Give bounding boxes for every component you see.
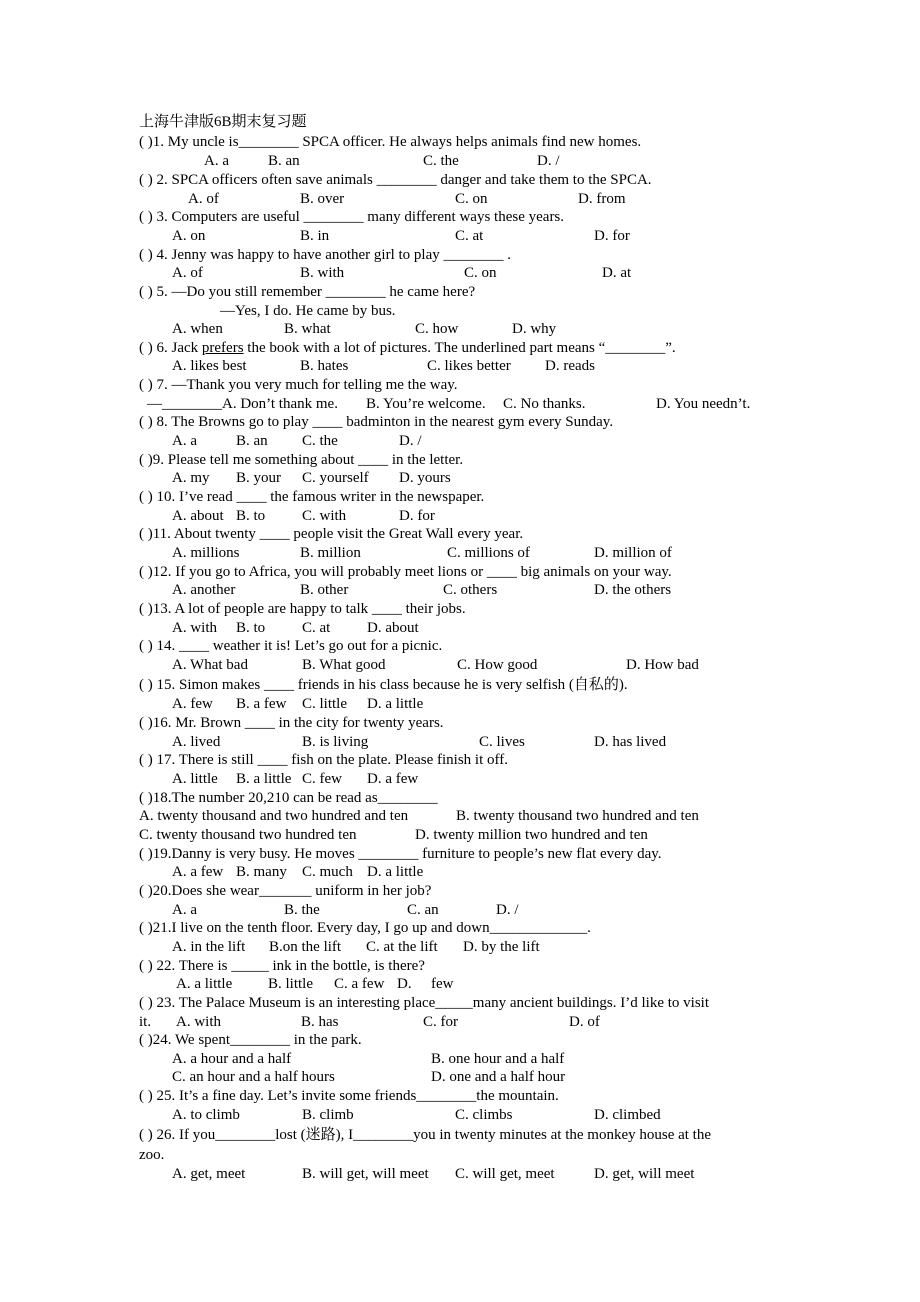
option-7b: B. You’re welcome.	[366, 396, 486, 412]
option-11c: C. millions of	[447, 545, 530, 561]
option-22c: C. a few	[334, 976, 385, 992]
option-11a: A. millions	[172, 545, 240, 561]
question-5-answer: —Yes, I do. He came by bus.	[220, 303, 396, 319]
option-4c: C. on	[464, 265, 497, 281]
option-23c: C. for	[423, 1014, 458, 1030]
option-20a: A. a	[172, 902, 197, 918]
option-16b: B. is living	[302, 734, 369, 750]
option-19b: B. many	[236, 864, 287, 880]
question-14: ( ) 14. ____ weather it is! Let’s go out for a picnic.	[139, 638, 443, 654]
question-21: ( )21.I live on the tenth floor. Every day, I go up and down_____________.	[139, 920, 591, 936]
option-15a: A. few	[172, 696, 213, 712]
option-17a: A. little	[172, 771, 218, 787]
option-10b: B. to	[236, 508, 266, 524]
option-12b: B. other	[300, 582, 349, 598]
question-8: ( ) 8. The Browns go to play ____ badminton in the nearest gym every Sunday.	[139, 414, 614, 430]
option-3c: C. at	[455, 228, 484, 244]
option-25a: A. to climb	[172, 1107, 240, 1123]
option-2d: D. from	[578, 191, 626, 207]
option-15c: C. little	[302, 696, 347, 712]
option-10c: C. with	[302, 508, 347, 524]
question-17: ( ) 17. There is still ____ fish on the plate. Please finish it off.	[139, 752, 508, 768]
option-24d: D. one and a half hour	[431, 1069, 566, 1085]
question-1: ( )1. My uncle is________ SPCA officer. He always helps animals find new homes.	[139, 134, 642, 150]
option-9a: A. my	[172, 470, 210, 486]
option-22a: A. a little	[176, 976, 233, 992]
question-12: ( )12. If you go to Africa, you will probably meet lions or ____ big animals on your way.	[139, 564, 672, 580]
option-26a: A. get, meet	[172, 1166, 246, 1182]
question-4: ( ) 4. Jenny was happy to have another girl to play ________ .	[139, 247, 512, 263]
option-4b: B. with	[300, 265, 345, 281]
option-10d: D. for	[399, 508, 435, 524]
option-6b: B. hates	[300, 358, 349, 374]
option-21b: B.on the lift	[269, 939, 342, 955]
option-23d: D. of	[569, 1014, 600, 1030]
question-15: ( ) 15. Simon makes ____ friends in his class because he is very selfish (自私的).	[139, 677, 628, 693]
option-3d: D. for	[594, 228, 630, 244]
option-3a: A. on	[172, 228, 206, 244]
question-5: ( ) 5. —Do you still remember ________ he came here?	[139, 284, 476, 300]
option-19d: D. a little	[367, 864, 424, 880]
question-22: ( ) 22. There is _____ ink in the bottle, is there?	[139, 958, 425, 974]
option-5d: D. why	[512, 321, 557, 337]
question-7-reply: —________A. Don’t thank me.	[147, 396, 338, 412]
option-24a: A. a hour and a half	[172, 1051, 292, 1067]
option-26c: C. will get, meet	[455, 1166, 555, 1182]
option-12c: C. others	[443, 582, 498, 598]
option-3b: B. in	[300, 228, 330, 244]
option-2a: A. of	[188, 191, 219, 207]
option-2b: B. over	[300, 191, 345, 207]
option-9d: D. yours	[399, 470, 451, 486]
option-19c: C. much	[302, 864, 353, 880]
question-18: ( )18.The number 20,210 can be read as________	[139, 790, 438, 806]
option-10a: A. about	[172, 508, 224, 524]
question-6-post: the book with a lot of pictures. The underlined part means “________”.	[243, 340, 676, 356]
option-14d: D. How bad	[626, 657, 699, 673]
question-10: ( ) 10. I’ve read ____ the famous writer in the newspaper.	[139, 489, 485, 505]
option-14a: A. What bad	[172, 657, 248, 673]
option-8b: B. an	[236, 433, 268, 449]
question-23-cont: it.	[139, 1014, 152, 1030]
question-26-cont: zoo.	[139, 1147, 165, 1163]
option-18b: B. twenty thousand two hundred and ten	[456, 808, 699, 824]
option-26d: D. get, will meet	[594, 1166, 695, 1182]
option-21a: A. in the lift	[172, 939, 246, 955]
underlined-word: prefers	[201, 340, 244, 356]
option-18d: D. twenty million two hundred and ten	[415, 827, 648, 843]
option-9b: B. your	[236, 470, 281, 486]
option-11b: B. million	[300, 545, 361, 561]
option-1c: C. the	[423, 153, 459, 169]
option-18c: C. twenty thousand two hundred ten	[139, 827, 357, 843]
option-5b: B. what	[284, 321, 331, 337]
option-2c: C. on	[455, 191, 488, 207]
option-24b: B. one hour and a half	[431, 1051, 565, 1067]
option-17b: B. a little	[236, 771, 292, 787]
page-title: 上海牛津版6B期末复习题	[139, 114, 307, 130]
option-16c: C. lives	[479, 734, 525, 750]
question-11: ( )11. About twenty ____ people visit the Great Wall every year.	[139, 526, 524, 542]
option-11d: D. million of	[594, 545, 672, 561]
question-24: ( )24. We spent________ in the park.	[139, 1032, 362, 1048]
option-21c: C. at the lift	[366, 939, 438, 955]
option-1d: D. /	[537, 153, 560, 169]
question-7: ( ) 7. —Thank you very much for telling me the way.	[139, 377, 458, 393]
option-22b: B. little	[268, 976, 313, 992]
question-20: ( )20.Does she wear_______ uniform in her job?	[139, 883, 432, 899]
option-22d-text: few	[431, 976, 454, 992]
option-20b: B. the	[284, 902, 320, 918]
option-26b: B. will get, will meet	[302, 1166, 429, 1182]
question-9: ( )9. Please tell me something about ____ in the letter.	[139, 452, 464, 468]
option-16d: D. has lived	[594, 734, 667, 750]
option-8c: C. the	[302, 433, 338, 449]
option-13a: A. with	[172, 620, 217, 636]
option-1a: A. a	[204, 153, 229, 169]
option-13d: D. about	[367, 620, 419, 636]
option-7c: C. No thanks.	[503, 396, 586, 412]
question-23: ( ) 23. The Palace Museum is an interesting place_____many ancient buildings. I’d like to visit	[139, 995, 710, 1011]
option-5a: A. when	[172, 321, 223, 337]
option-4d: D. at	[602, 265, 632, 281]
option-25c: C. climbs	[455, 1107, 513, 1123]
option-17c: C. few	[302, 771, 342, 787]
option-7d: D. You needn’t.	[656, 396, 751, 412]
option-24c: C. an hour and a half hours	[172, 1069, 335, 1085]
option-20d: D. /	[496, 902, 519, 918]
question-6-pre: ( ) 6. Jack	[139, 340, 202, 356]
option-21d: D. by the lift	[463, 939, 540, 955]
option-22d: D.	[397, 976, 412, 992]
option-23b: B. has	[301, 1014, 339, 1030]
option-14c: C. How good	[457, 657, 538, 673]
option-14b: B. What good	[302, 657, 386, 673]
option-13b: B. to	[236, 620, 266, 636]
option-4a: A. of	[172, 265, 203, 281]
option-6d: D. reads	[545, 358, 595, 374]
option-25d: D. climbed	[594, 1107, 661, 1123]
option-8a: A. a	[172, 433, 197, 449]
option-18a: A. twenty thousand and two hundred and ten	[139, 808, 409, 824]
option-16a: A. lived	[172, 734, 221, 750]
question-19: ( )19.Danny is very busy. He moves ________ furniture to people’s new flat every day.	[139, 846, 662, 862]
option-8d: D. /	[399, 433, 422, 449]
question-25: ( ) 25. It’s a fine day. Let’s invite some friends________the mountain.	[139, 1088, 559, 1104]
option-20c: C. an	[407, 902, 439, 918]
option-13c: C. at	[302, 620, 331, 636]
option-1b: B. an	[268, 153, 300, 169]
question-13: ( )13. A lot of people are happy to talk ____ their jobs.	[139, 601, 466, 617]
option-15d: D. a little	[367, 696, 424, 712]
option-5c: C. how	[415, 321, 459, 337]
option-6c: C. likes better	[427, 358, 511, 374]
question-16: ( )16. Mr. Brown ____ in the city for twenty years.	[139, 715, 444, 731]
option-25b: B. climb	[302, 1107, 354, 1123]
question-3: ( ) 3. Computers are useful ________ many different ways these years.	[139, 209, 565, 225]
option-12a: A. another	[172, 582, 236, 598]
option-15b: B. a few	[236, 696, 287, 712]
question-2: ( ) 2. SPCA officers often save animals ________ danger and take them to the SPCA.	[139, 172, 652, 188]
question-26: ( ) 26. If you________lost (迷路), I________you in twenty minutes at the monkey house at the	[139, 1127, 711, 1143]
option-23a: A. with	[176, 1014, 221, 1030]
option-6a: A. likes best	[172, 358, 247, 374]
option-9c: C. yourself	[302, 470, 369, 486]
question-6	[139, 339, 676, 357]
option-12d: D. the others	[594, 582, 672, 598]
option-19a: A. a few	[172, 864, 224, 880]
option-17d: D. a few	[367, 771, 419, 787]
